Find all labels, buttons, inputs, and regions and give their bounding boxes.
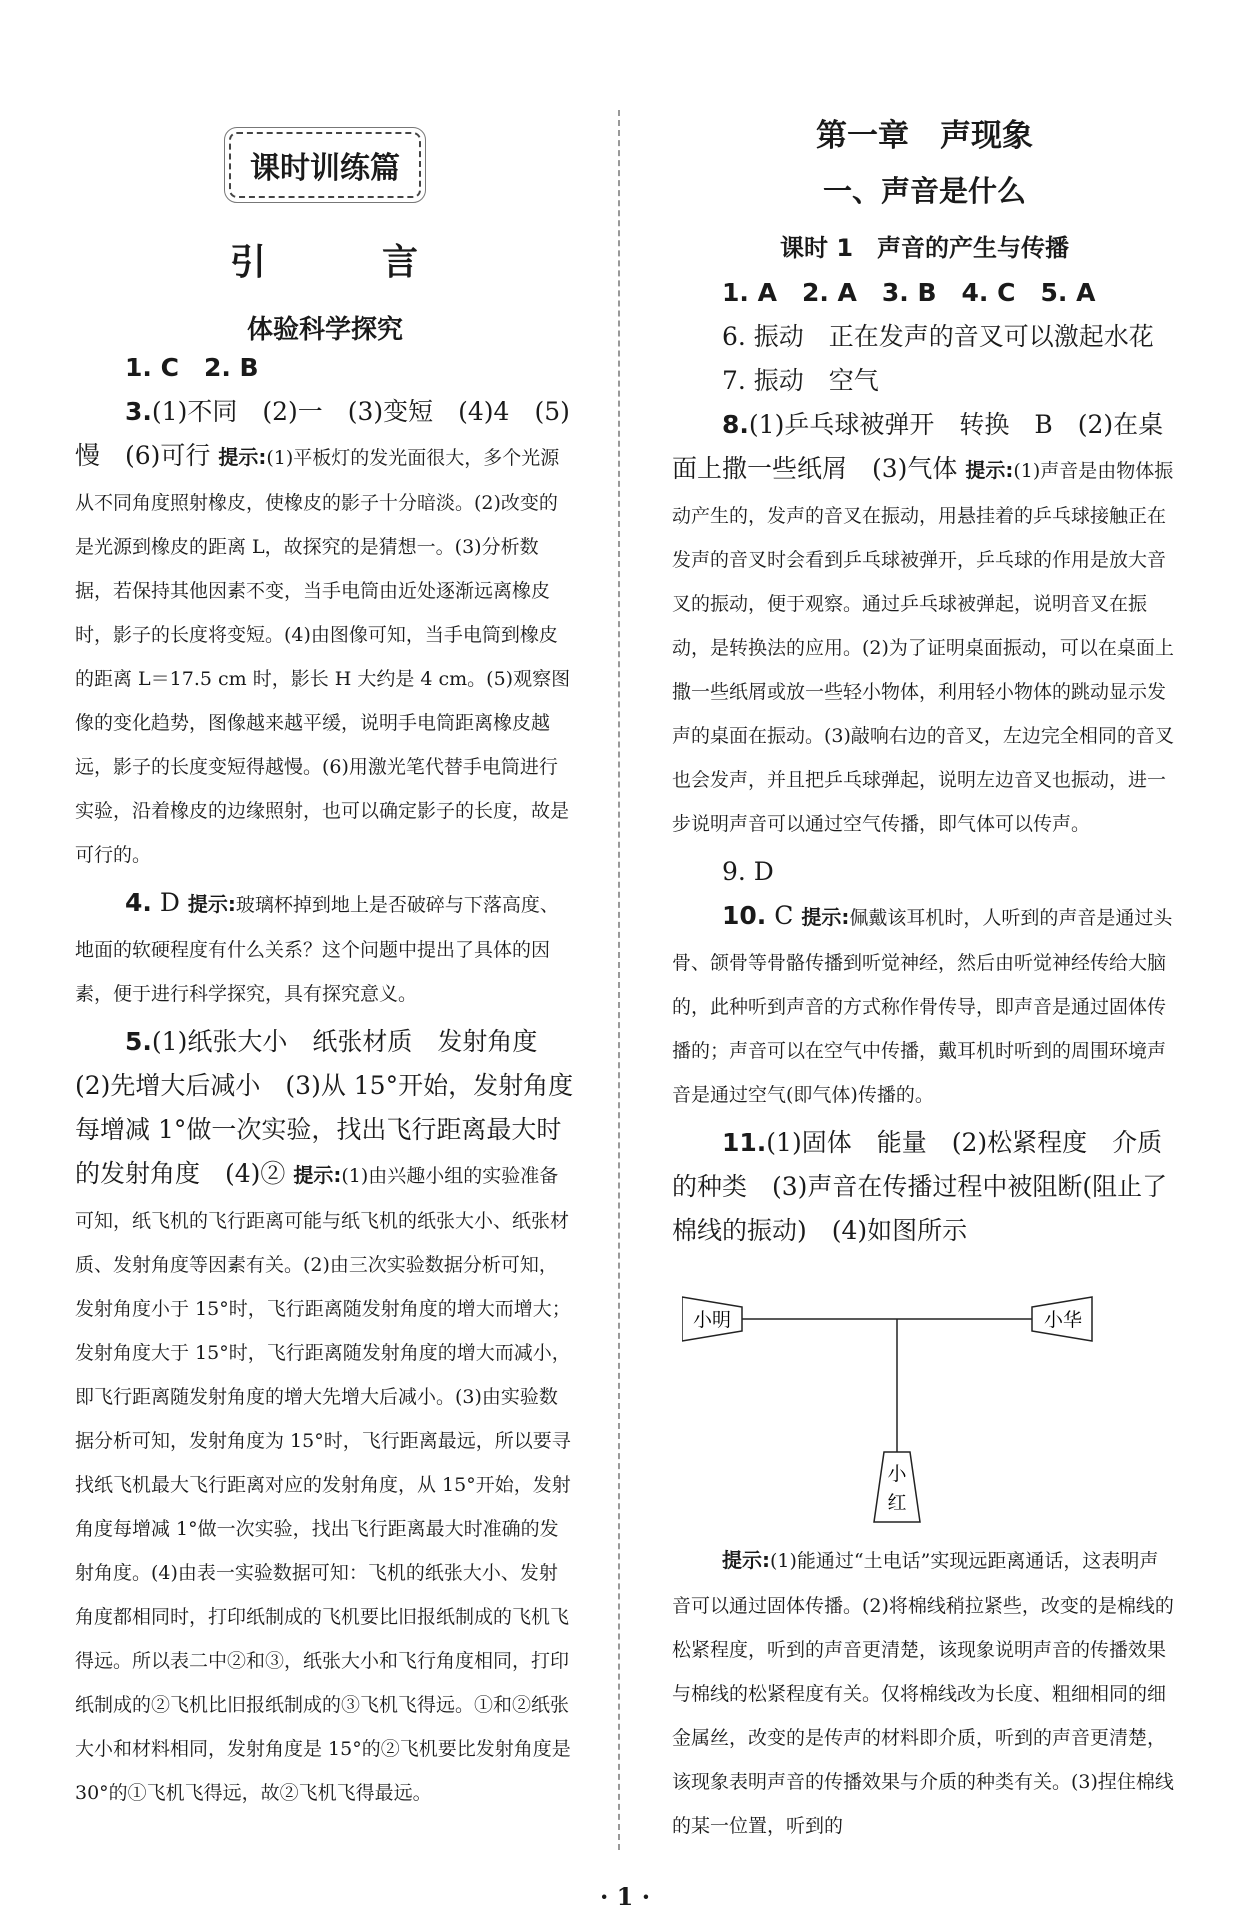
hint-label: 提示: xyxy=(801,905,850,929)
introduction-title: 引 言 xyxy=(229,242,458,283)
question-number: 3. xyxy=(125,397,152,426)
answer-text: (1)乒乓球被弹开 转换 B (2)在桌面上撒一些纸屑 (3)气体 xyxy=(672,410,1164,483)
subchapter-title: 一、声音是什么 xyxy=(822,174,1026,208)
answer-text: C xyxy=(774,901,794,930)
string-telephone-diagram xyxy=(682,1277,1102,1527)
question-number: 10. xyxy=(722,901,767,930)
chapter-title: 第一章 声现象 xyxy=(816,118,1033,154)
xiaohua-label: 小华 xyxy=(1043,1309,1083,1331)
hint-label: 提示: xyxy=(187,892,236,916)
lesson-title: 课时 1 声音的产生与传播 xyxy=(779,234,1070,262)
xiaoming-label: 小明 xyxy=(692,1309,732,1331)
answer-text: (1)固体 能量 (2)松紧程度 介质的种类 (3)声音在传播过程中被阻断(阻止了棉线的振动) (4)如图所示 xyxy=(672,1128,1168,1245)
hint-label: 提示: xyxy=(722,1548,770,1572)
column-divider xyxy=(618,110,620,1850)
hint-label: 提示: xyxy=(293,1163,342,1187)
answer-8 xyxy=(672,403,1177,844)
answer-10 xyxy=(672,894,1177,1115)
answer-11-hint xyxy=(672,1537,1177,1846)
question-number: 4. xyxy=(125,888,152,917)
hint-label: 提示: xyxy=(965,458,1014,482)
question-number: 8. xyxy=(722,410,749,439)
hint-text: (1)平板灯的发光面很大，多个光源从不同角度照射橡皮，使橡皮的影子十分暗淡。(2)改变的是光源到橡皮的距离 L，故探究的是猜想一。(3)分析数据，若保持其他因素不变，当手电筒由近处逐渐远离橡皮时，影子的长度将变短。(4)由图像可知，当手电筒到橡皮的距离 L＝17.5 cm 时，影长 H 大约是 4 cm。(5)观察图像的变化趋势，图像越来越平缓，说明手电筒距离橡皮越远，影子的长度变短得越慢。(6)用激光笔代替手电筒进行实验，沿着橡皮的边缘照射，也可以确定影子的长度，故是可行的。 xyxy=(75,447,571,866)
section-title: 体验科学探究 xyxy=(246,315,403,345)
hint-label: 提示: xyxy=(218,445,267,469)
answer-1-5: 1. A 2. A 3. B 4. C 5. A xyxy=(722,278,1096,307)
hint-text: (1)由兴趣小组的实验准备可知，纸飞机的飞行距离可能与纸飞机的纸张大小、纸张材质、发射角度等因素有关。(2)由三次实验数据分析可知，发射角度小于 15°时，飞行距离随发射角度的增大而增大；发射角度大于 15°时，飞行距离随发射角度的增大而减小，即飞行距离随发射角度的增大先增大后减小。(3)由实验数据分析可知，发射角度为 15°时，飞行距离最远，所以要寻找纸飞机最大飞行距离对应的发射角度，从 15°开始，发射角度每增减 1°做一次实验，找出飞行距离最大时准确的发射角度。(4)由表一实验数据可知：飞机的纸张大小、发射角度都相同时，打印纸制成的飞机要比旧报纸制成的飞机飞得远。所以表二中②和③，纸张大小和飞行角度相同，打印纸制成的②飞机比旧报纸制成的③飞机飞得远。①和②纸张大小和材料相同，发射角度是 15°的②飞机要比发射角度是 30°的①飞机飞得远，故②飞机飞得最远。 xyxy=(75,1165,571,1804)
answer-4 xyxy=(75,881,575,1014)
hint-text: (1)声音是由物体振动产生的，发声的音叉在振动，用悬挂着的乒乓球接触正在发声的音叉时会看到乒乓球被弹开，乒乓球的作用是放大音叉的振动，便于观察。通过乒乓球被弹起，说明音叉在振动，是转换法的应用。(2)为了证明桌面振动，可以在桌面上撒一些纸屑或放一些轻小物体，利用轻小物体的跳动显示发声的桌面在振动。(3)敲响右边的音叉，左边完全相同的音叉也会发声，并且把乒乓球弹起，说明左边音叉也振动，进一步说明声音可以通过空气传播，即气体可以传声。 xyxy=(672,460,1174,835)
answer-3 xyxy=(75,390,575,875)
answer-9: 9. D xyxy=(722,857,774,886)
answer-6: 6. 振动 正在发声的音叉可以激起水花 xyxy=(722,322,1154,351)
hint-text: 佩戴该耳机时，人听到的声音是通过头骨、颌骨等骨骼传播到听觉神经，然后由听觉神经传给大脑的，此种听到声音的方式称作骨传导，即声音是通过固体传播的；声音可以在空气中传播，戴耳机时听到的周围环境声音是通过空气(即气体)传播的。 xyxy=(672,907,1173,1106)
right-column xyxy=(672,100,1177,1846)
answer-1-2: 1. C 2. B xyxy=(125,353,259,382)
left-column xyxy=(75,100,575,1813)
answer-text: D xyxy=(159,888,180,917)
answer-text: (1)不同 (2)一 (3)变短 (4)4 (5)慢 (6)可行 xyxy=(75,397,570,470)
hint-text: 玻璃杯掉到地上是否破碎与下落高度、地面的软硬程度有什么关系？这个问题中提出了具体的因素，便于进行科学探究，具有探究意义。 xyxy=(75,894,559,1005)
question-number: 11. xyxy=(722,1128,767,1157)
section-badge: 课时训练篇 xyxy=(229,132,421,198)
answer-5 xyxy=(75,1020,575,1813)
answer-11 xyxy=(672,1121,1177,1253)
hint-text: (1)能通过“土电话”实现远距离通话，这表明声音可以通过固体传播。(2)将棉线稍拉紧些，改变的是棉线的松紧程度，听到的声音更清楚，该现象说明声音的传播效果与棉线的松紧程度有关。仅将棉线改为长度、粗细相同的细金属丝，改变的是传声的材料即介质，听到的声音更清楚，该现象表明声音的传播效果与介质的种类有关。(3)捏住棉线的某一位置，听到的 xyxy=(672,1550,1174,1837)
page-number: · 1 · xyxy=(599,1882,651,1911)
xiaohong-label: 红 xyxy=(887,1492,907,1514)
answer-7: 7. 振动 空气 xyxy=(722,366,879,395)
answer-text: (1)纸张大小 纸张材质 发射角度 (2)先增大后减小 (3)从 15°开始，发射角度每增减 1°做一次实验，找出飞行距离最大时的发射角度 (4)② xyxy=(75,1027,574,1188)
question-number: 5. xyxy=(125,1027,152,1056)
xiaohong-label: 小 xyxy=(887,1463,907,1485)
